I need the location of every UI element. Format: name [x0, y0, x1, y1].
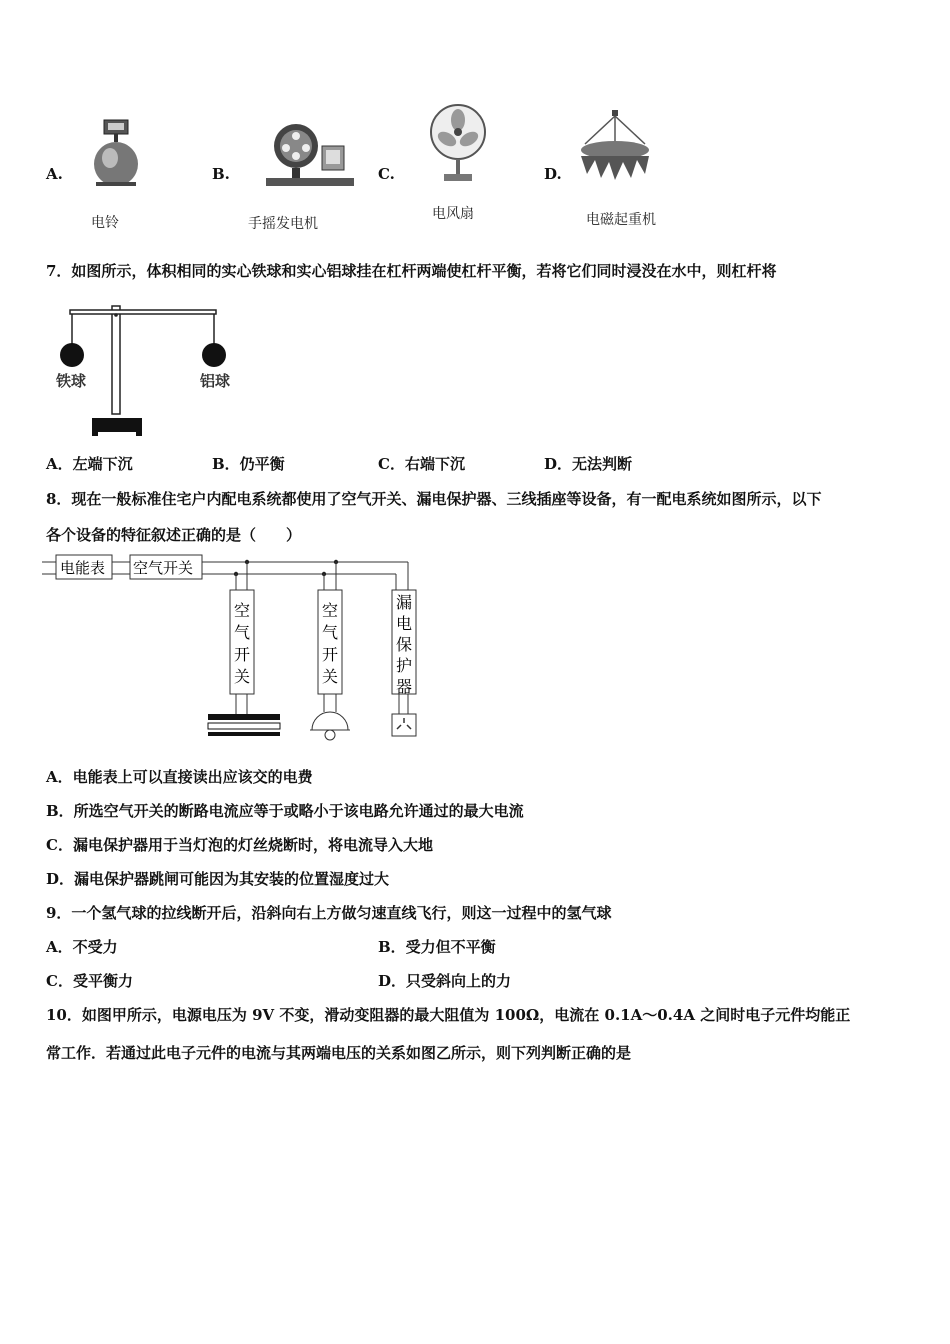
q8-option-c: C．漏电保护器用于当灯泡的灯丝烧断时，将电流导入大地 [46, 836, 433, 854]
q6-option-b-caption: 手摇发电机 [248, 216, 318, 232]
svg-text:气: 气 [322, 623, 339, 642]
main-switch-label: 空气开关 [133, 559, 194, 577]
q9-option-c: C．受平衡力 [46, 972, 133, 990]
svg-text:保: 保 [396, 635, 413, 654]
q6-option-d-letter: D. [544, 165, 562, 183]
meter-label: 电能表 [60, 559, 106, 577]
distribution-circuit-figure [40, 552, 430, 744]
socket-icon [392, 714, 416, 736]
svg-text:关: 关 [322, 667, 339, 686]
svg-text:器: 器 [396, 677, 413, 696]
svg-text:开: 开 [234, 645, 251, 664]
q7-option-a: A．左端下沉 [46, 455, 133, 473]
q7-option-d: D．无法判断 [544, 455, 633, 473]
q8-option-a: A．电能表上可以直接读出应该交的电费 [46, 768, 313, 786]
q6-option-d-caption: 电磁起重机 [586, 212, 656, 228]
q8-option-b: B．所选空气开关的断路电流应等于或略小于该电路允许通过的最大电流 [46, 802, 524, 820]
q7-option-c: C．右端下沉 [378, 455, 465, 473]
q6-option-b-letter: B. [212, 165, 230, 183]
q10-stem-line1: 10．如图甲所示，电源电压为 9V 不变，滑动变阻器的最大阻值为 100Ω，电流在 0.1A～0.4A 之间时电子元件均能正 [46, 1006, 851, 1024]
q7-option-b: B．仍平衡 [212, 455, 285, 473]
electromagnetic-crane-icon [575, 108, 655, 188]
svg-text:空: 空 [234, 601, 251, 620]
q9-option-a: A．不受力 [46, 938, 118, 956]
q9-option-b: B．受力但不平衡 [378, 938, 496, 956]
svg-text:护: 护 [396, 656, 413, 675]
q10-stem-line2: 常工作．若通过此电子元件的电流与其两端电压的关系如图乙所示，则下列判断正确的是 [46, 1044, 632, 1062]
svg-text:空: 空 [322, 601, 339, 620]
q6-option-a-letter: A. [46, 165, 63, 183]
q9-option-d: D．只受斜向上的力 [378, 972, 512, 990]
q6-option-c-caption: 电风扇 [432, 206, 474, 222]
appliance-icon [208, 714, 280, 736]
aluminum-ball-label: 铝球 [200, 372, 231, 390]
iron-ball-icon [60, 343, 84, 367]
electric-fan-icon [428, 104, 490, 184]
electric-bell-icon [92, 118, 142, 190]
q9-stem: 9．一个氢气球的拉线断开后，沿斜向右上方做匀速直线飞行，则这一过程中的氢气球 [46, 904, 612, 922]
q6-option-c-letter: C. [378, 165, 395, 183]
hand-generator-icon [264, 118, 359, 190]
svg-text:气: 气 [234, 623, 251, 642]
svg-text:漏: 漏 [396, 593, 413, 612]
q7-stem: 7．如图所示，体积相同的实心铁球和实心铝球挂在杠杆两端使杠杆平衡，若将它们同时浸没在水中，则杠杆将 [46, 262, 777, 280]
svg-text:关: 关 [234, 667, 251, 686]
q6-option-a-caption: 电铃 [91, 215, 119, 231]
lamp-icon [310, 712, 350, 740]
aluminum-ball-icon [202, 343, 226, 367]
svg-text:电: 电 [396, 614, 413, 633]
q8-stem-line2: 各个设备的特征叙述正确的是（ ） [46, 526, 302, 544]
q8-stem-line1: 8．现在一般标准住宅户内配电系统都使用了空气开关、漏电保护器、三线插座等设备，有一配电系统如图所示，以下 [46, 490, 822, 508]
q8-option-d: D．漏电保护器跳闸可能因为其安装的位置湿度过大 [46, 870, 390, 888]
svg-text:开: 开 [322, 645, 339, 664]
iron-ball-label: 铁球 [56, 372, 87, 390]
lever-figure [50, 300, 250, 442]
